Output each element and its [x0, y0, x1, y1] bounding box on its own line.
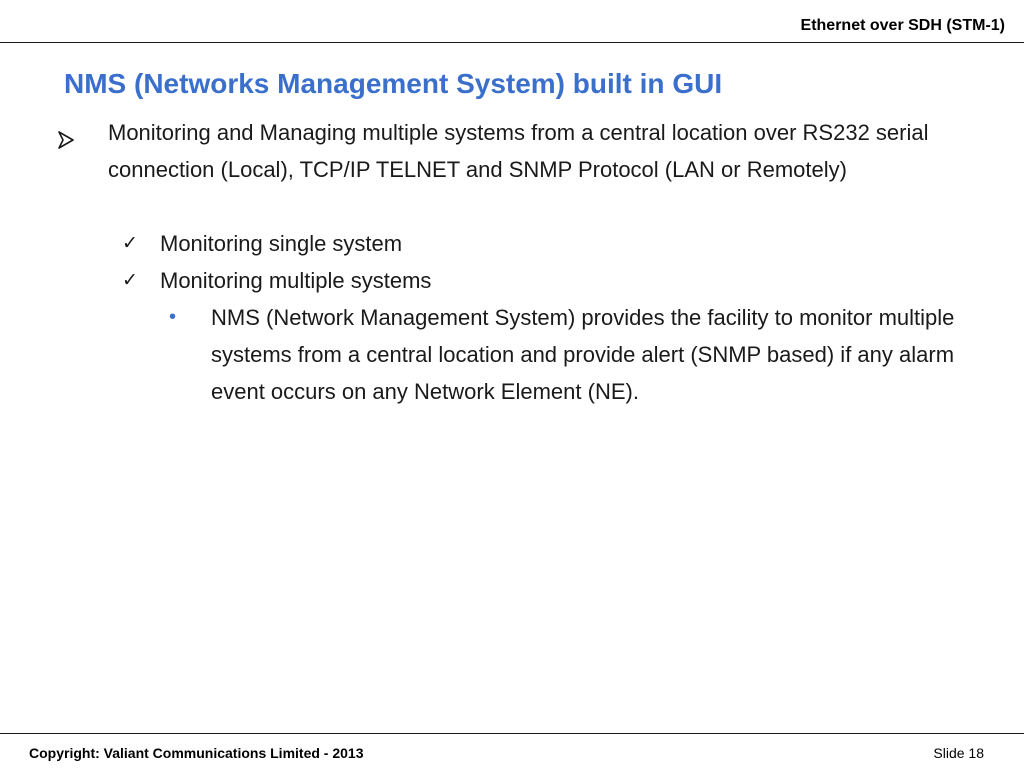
header-divider: [0, 42, 1024, 43]
presentation-title: Ethernet over SDH (STM-1): [800, 17, 1005, 34]
arrowhead-bullet-icon: [58, 123, 80, 160]
bullet-level-2: [122, 225, 960, 262]
checkmark-bullet-icon: ✓: [122, 233, 138, 254]
bullet-text: NMS (Network Management System) provides the facility to monitor multiple systems from a central location and provide alert (SNMP based) if any alarm event occurs on any Network Element (NE).: [211, 305, 955, 404]
bullet-level-3: [169, 299, 971, 410]
copyright-notice: Copyright: Valiant Communications Limited - 2013: [29, 745, 364, 761]
dot-bullet-icon: •: [169, 306, 177, 328]
bullet-text: Monitoring single system: [160, 231, 403, 256]
bullet-text: Monitoring and Managing multiple systems from a central location over RS232 serial connection (Local), TCP/IP TELNET and SNMP Protocol (LAN or Remotely): [108, 120, 929, 182]
slide-number: Slide 18: [933, 745, 984, 761]
bullet-level-2: [122, 262, 960, 299]
slide-title: NMS (Networks Management System) built in GUI: [64, 68, 723, 99]
footer-divider: [0, 733, 1024, 734]
checkmark-bullet-icon: ✓: [122, 270, 138, 291]
bullet-text: Monitoring multiple systems: [160, 268, 432, 293]
bullet-level-1: [108, 114, 968, 188]
